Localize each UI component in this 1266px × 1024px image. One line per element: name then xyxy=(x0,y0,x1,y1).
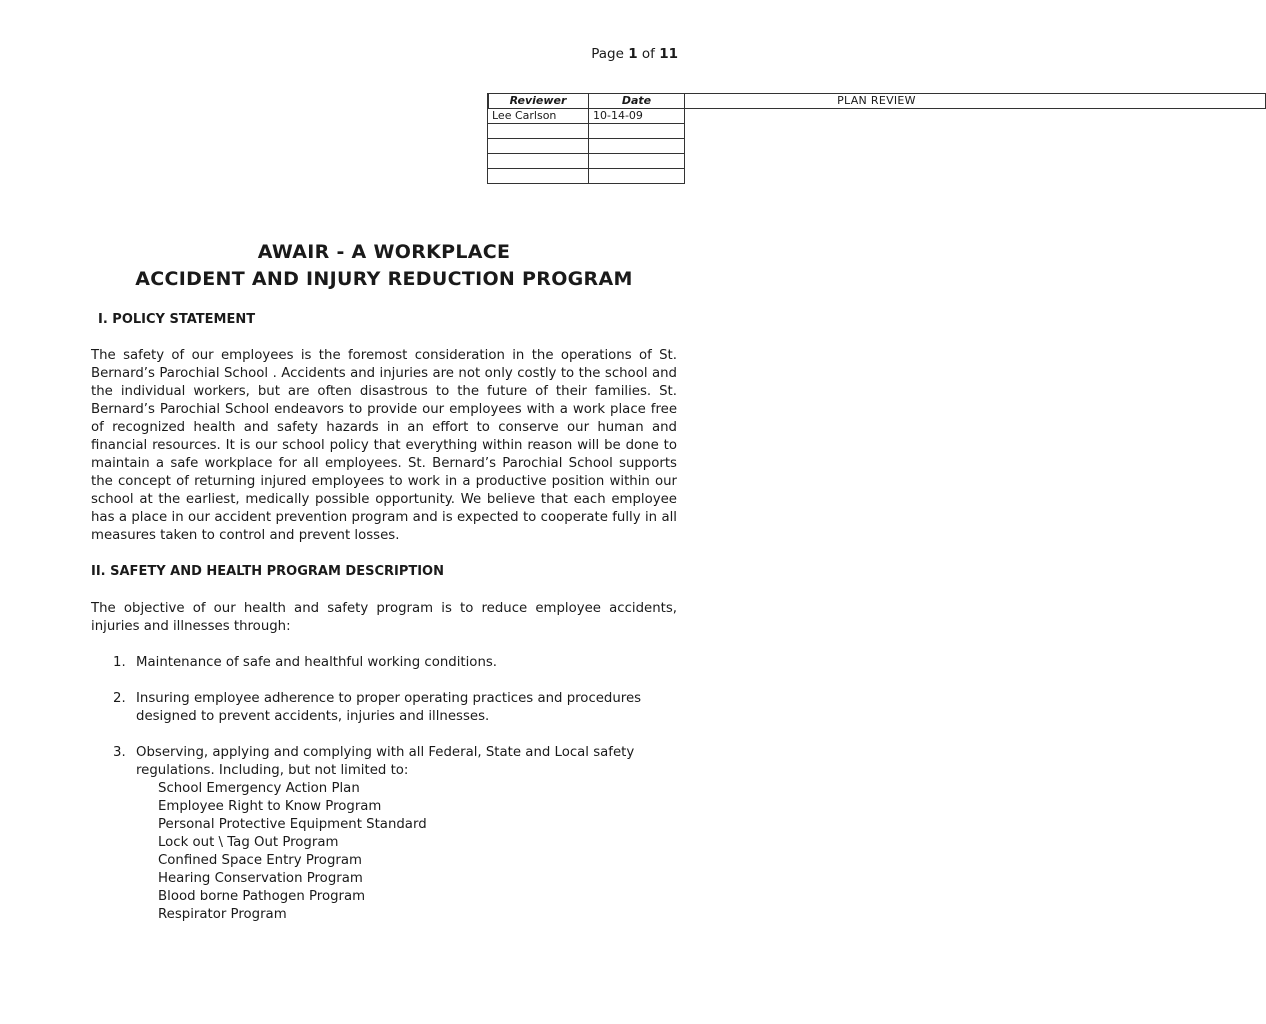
section-heading-program-description: II. SAFETY AND HEALTH PROGRAM DESCRIPTION xyxy=(91,564,444,579)
list-item-number: 3. xyxy=(113,745,126,760)
date-cell xyxy=(589,139,685,154)
reviewer-cell xyxy=(488,139,589,154)
page-of: of xyxy=(641,46,655,62)
program-item: School Emergency Action Plan xyxy=(158,781,360,796)
table-row xyxy=(488,169,685,184)
program-list xyxy=(158,780,427,924)
list-item-text: Observing, applying and complying with all Federal, State and Local safety regulations. Including, but not limited to: xyxy=(136,745,635,778)
list-item-text: Insuring employee adherence to proper operating practices and procedures designed to prevent accidents, injuries and illnesses. xyxy=(136,691,642,724)
plan-review-title: PLAN REVIEW xyxy=(488,93,1266,109)
date-cell: 10-14-09 xyxy=(589,109,685,124)
list-item xyxy=(113,654,673,672)
reviewer-cell xyxy=(488,124,589,139)
program-item: Personal Protective Equipment Standard xyxy=(158,817,427,832)
program-item: Lock out \ Tag Out Program xyxy=(158,835,339,850)
page-current: 1 xyxy=(628,46,638,62)
reviewer-cell xyxy=(488,169,589,184)
date-cell xyxy=(589,169,685,184)
date-cell xyxy=(589,154,685,169)
table-row xyxy=(488,139,685,154)
reviewer-cell: Lee Carlson xyxy=(488,109,589,124)
list-item-number: 1. xyxy=(113,655,126,670)
list-item xyxy=(113,690,673,726)
table-row xyxy=(488,109,685,124)
document-title-line-1: AWAIR - A WORKPLACE xyxy=(257,241,511,263)
document-title-line-2: ACCIDENT AND INJURY REDUCTION PROGRAM xyxy=(135,268,633,290)
plan-review-table xyxy=(487,93,916,184)
program-item: Hearing Conservation Program xyxy=(158,871,363,886)
page-total: 11 xyxy=(659,46,678,62)
list-item-text: Maintenance of safe and healthful working conditions. xyxy=(136,655,498,670)
page-label: Page xyxy=(591,46,624,62)
list-item xyxy=(113,744,673,780)
program-item: Blood borne Pathogen Program xyxy=(158,889,366,904)
reviewer-cell xyxy=(488,154,589,169)
list-item-number: 2. xyxy=(113,691,126,706)
table-row xyxy=(488,124,685,139)
column-header-date: Date xyxy=(589,94,685,109)
section-heading-policy: I. POLICY STATEMENT xyxy=(98,312,256,327)
column-header-reviewer: Reviewer xyxy=(488,94,589,109)
table-row xyxy=(488,154,685,169)
date-cell xyxy=(589,124,685,139)
program-item: Employee Right to Know Program xyxy=(158,799,382,814)
program-item: Confined Space Entry Program xyxy=(158,853,362,868)
program-intro-paragraph: The objective of our health and safety program is to reduce employee accidents, injuries and illnesses through: xyxy=(91,601,677,634)
page-number xyxy=(591,46,678,62)
program-item: Respirator Program xyxy=(158,907,287,922)
policy-paragraph: The safety of our employees is the foremost consideration in the operations of St. Bernard’s Parochial School . Accidents and injuries are not only costly to the school and the individual workers, but are often disastrous to the future of their families. St. Bernard’s Parochial School endeavors to provide our employees with a work place free of recognized health and safety hazards in an effort to conserve our human and financial resources. It is our school policy that everything within reason will be done to maintain a safe workplace for all employees. St. Bernard’s Parochial School supports the concept of returning injured employees to work in a productive position within our school at the earliest, medically possible opportunity. We believe that each employee has a place in our accident prevention program and is expected to cooperate fully in all measures taken to control and prevent losses. xyxy=(91,348,677,543)
